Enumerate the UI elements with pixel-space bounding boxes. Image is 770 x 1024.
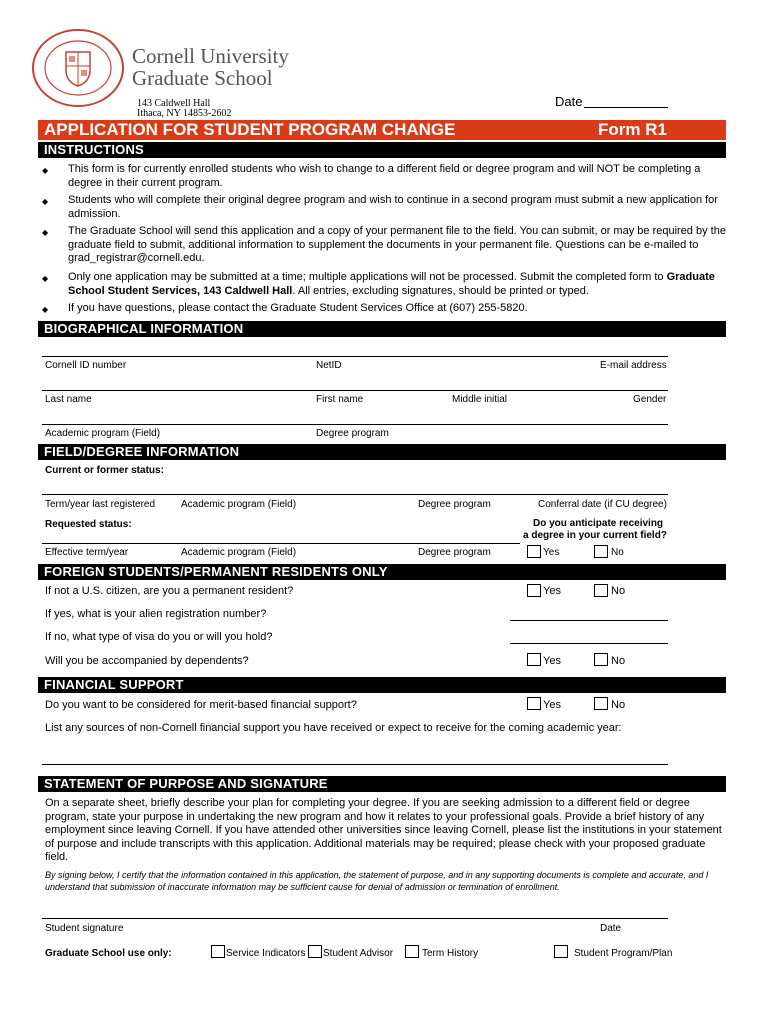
bullet-icon: ◆ <box>42 197 49 206</box>
dependents-yes-checkbox[interactable] <box>527 653 541 666</box>
id-row-line[interactable] <box>42 356 668 357</box>
current-degree-program-label: Degree program <box>418 499 491 510</box>
merit-yes-label: Yes <box>543 699 561 711</box>
form-id: Form R1 <box>598 120 667 139</box>
instruction-item-4-text: Only one application may be submitted at a time; multiple applications will not be processed. Submit the completed form to <box>68 271 667 283</box>
visa-question: If no, what type of visa do you or will you hold? <box>45 631 273 643</box>
address-line-1: 143 Caldwell Hall <box>137 98 211 109</box>
bullet-icon: ◆ <box>42 305 49 314</box>
email-label: E-mail address <box>600 360 667 371</box>
statement-heading: STATEMENT OF PURPOSE AND SIGNATURE <box>38 776 726 792</box>
permanent-no-label: No <box>611 585 626 597</box>
permanent-yes-label: Yes <box>543 585 561 597</box>
instruction-item-3: The Graduate School will send this application and a copy of your permanent file to the field. You can submit, or may be required by the graduate field to submit, additional information to supplement the documents in your permanent file. Questions can be e-mailed to grad_registrar@cornell.edu. <box>68 225 726 264</box>
middle-initial-label: Middle initial <box>452 394 508 405</box>
term-history-checkbox[interactable] <box>405 945 419 958</box>
bullet-icon: ◆ <box>42 228 49 237</box>
current-academic-program-label: Academic program (Field) <box>181 499 297 510</box>
term-history-label: Term History <box>422 948 479 959</box>
address-line-2: Ithaca, NY 14853-2602 <box>137 108 232 119</box>
requested-degree-program-label: Degree program <box>418 547 491 558</box>
cornell-id-label: Cornell ID number <box>45 360 127 371</box>
merit-yes-checkbox[interactable] <box>527 697 541 710</box>
signature-label: Student signature <box>45 923 124 934</box>
permanent-no-checkbox[interactable] <box>594 584 608 597</box>
requested-academic-program-label: Academic program (Field) <box>181 547 297 558</box>
foreign-heading: FOREIGN STUDENTS/PERMANENT RESIDENTS ONLY <box>38 564 726 580</box>
service-indicators-checkbox[interactable] <box>211 945 225 958</box>
program-row-line[interactable] <box>42 424 668 425</box>
permanent-resident-question: If not a U.S. citizen, are you a permanent resident? <box>45 585 294 597</box>
instruction-item-4 <box>68 271 728 298</box>
program-plan-checkbox[interactable] <box>554 945 568 958</box>
form-title: APPLICATION FOR STUDENT PROGRAM CHANGE <box>44 120 456 139</box>
netid-label: NetID <box>316 360 342 371</box>
bullet-icon: ◆ <box>42 274 49 283</box>
date-label: Date <box>555 94 583 109</box>
first-name-label: First name <box>316 394 364 405</box>
anticipate-question-2: a degree in your current field? <box>523 530 667 541</box>
service-indicators-label: Service Indicators <box>226 948 306 959</box>
requested-status-line[interactable] <box>42 543 520 544</box>
requested-status-label: Requested status: <box>45 519 132 530</box>
last-name-label: Last name <box>45 394 92 405</box>
student-advisor-checkbox[interactable] <box>308 945 322 958</box>
merit-no-label: No <box>611 699 626 711</box>
university-name: Cornell University <box>132 44 289 68</box>
school-name: Graduate School <box>132 66 273 90</box>
instruction-item-5: If you have questions, please contact the Graduate Student Services Office at (607) 255-5820. <box>68 302 528 314</box>
anticipate-yes-checkbox[interactable] <box>527 545 541 558</box>
program-plan-label: Student Program/Plan <box>574 948 673 959</box>
visa-field[interactable] <box>510 643 668 644</box>
anticipate-question-1: Do you anticipate receiving <box>533 518 664 529</box>
university-seal <box>30 28 126 108</box>
bio-heading: BIOGRAPHICAL INFORMATION <box>38 321 726 337</box>
date-field[interactable] <box>584 107 668 108</box>
current-status-line[interactable] <box>42 494 668 495</box>
effective-term-label: Effective term/year <box>45 547 129 558</box>
instruction-item-1: This form is for currently enrolled students who wish to change to a different field or degree program and will NOT be completing a degree in their current program. <box>68 163 701 189</box>
financial-heading: FINANCIAL SUPPORT <box>38 677 726 693</box>
term-last-label: Term/year last registered <box>45 499 156 510</box>
instruction-item-4-end: . All entries, excluding signatures, should be printed or typed. <box>292 284 589 297</box>
merit-no-checkbox[interactable] <box>594 697 608 710</box>
anticipate-no-label: No <box>611 547 624 558</box>
sources-question: List any sources of non-Cornell financial support you have received or expect to receive for the coming academic year: <box>45 722 622 734</box>
anticipate-no-checkbox[interactable] <box>594 545 608 558</box>
anticipate-yes-label: Yes <box>543 547 560 558</box>
degree-program-label: Degree program <box>316 428 389 439</box>
statement-body: On a separate sheet, briefly describe your plan for completing your degree. If you are seeking admission to a different field or degree program, state your purpose in undertaking the new program and how it relates to your professional goals. Provide a brief history of any employment since leaving Cornell. If you have attended other universities since leaving Cornell, please list the institutions in your statement of purpose and include transcripts with this application. Additional materials may be required; please check with your proposed graduate field. <box>45 797 722 863</box>
title-bar <box>38 120 726 140</box>
instruction-item-4-address: Graduate School Student Services, 143 Caldwell Hall <box>68 271 715 297</box>
certification-text: By signing below, I certify that the information contained in this application, the statement of purpose, and in any supporting documents is complete and accurate, and I understand that submission of inaccurate information may be sufficient cause for denial of admission or termination of enrollment. <box>45 870 709 892</box>
conferral-date-label: Conferral date (if CU degree) <box>538 499 667 510</box>
dependents-question: Will you be accompanied by dependents? <box>45 655 249 667</box>
name-row-line[interactable] <box>42 390 668 391</box>
signature-date-label: Date <box>600 923 622 934</box>
signature-field[interactable] <box>42 918 668 919</box>
current-status-label: Current or former status: <box>45 465 164 476</box>
instruction-item-2: Students who will complete their original degree program and wish to continue in a second program must submit a new application for admission. <box>68 194 718 220</box>
merit-question: Do you want to be considered for merit-based financial support? <box>45 699 357 711</box>
permanent-yes-checkbox[interactable] <box>527 584 541 597</box>
instructions-heading: INSTRUCTIONS <box>38 142 726 158</box>
alien-number-question: If yes, what is your alien registration number? <box>45 608 267 620</box>
bullet-icon: ◆ <box>42 166 49 175</box>
use-only-label: Graduate School use only: <box>45 948 172 959</box>
student-advisor-label: Student Advisor <box>323 948 394 959</box>
dependents-yes-label: Yes <box>543 655 561 667</box>
dependents-no-label: No <box>611 655 626 667</box>
dependents-no-checkbox[interactable] <box>594 653 608 666</box>
academic-program-label: Academic program (Field) <box>45 428 161 439</box>
alien-number-field[interactable] <box>510 620 668 621</box>
gender-label: Gender <box>633 394 667 405</box>
sources-field[interactable] <box>42 764 668 765</box>
field-degree-heading: FIELD/DEGREE INFORMATION <box>38 444 726 460</box>
